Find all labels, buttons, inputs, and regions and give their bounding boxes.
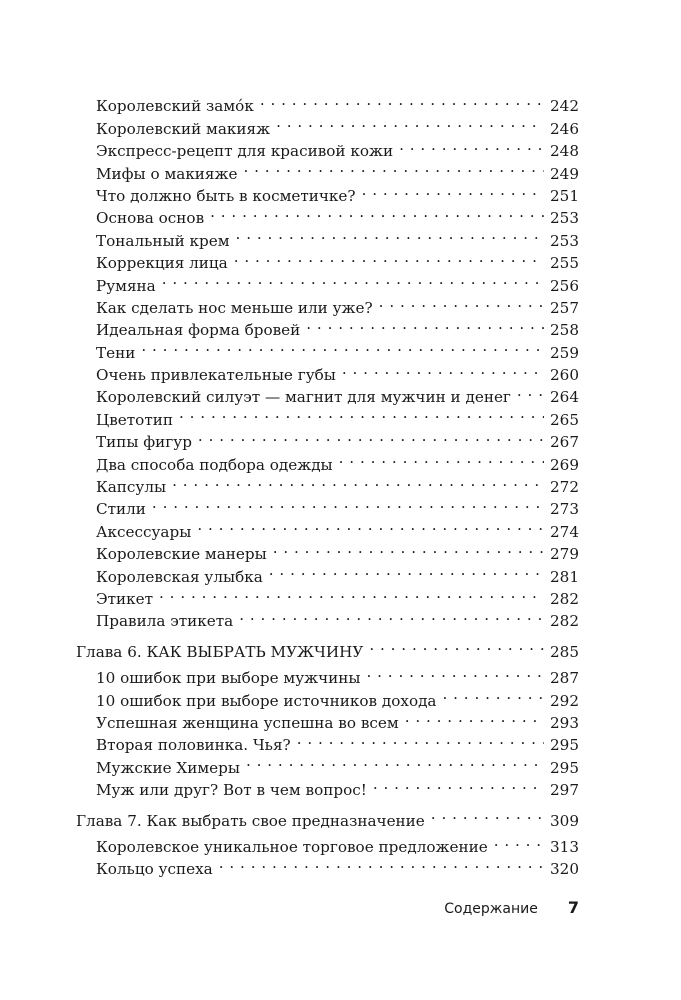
- dot-leader: [243, 156, 544, 178]
- toc-entry-title: Королевское уникальное торговое предложение: [96, 837, 488, 856]
- dot-leader: [234, 246, 544, 268]
- dot-leader: [198, 425, 544, 447]
- dot-leader: [369, 634, 544, 656]
- dot-leader: [306, 313, 544, 335]
- toc-entry-title: Королевский замо́к: [96, 97, 254, 116]
- toc-chapter-page: 309: [550, 811, 579, 830]
- dot-leader: [269, 559, 544, 581]
- dot-leader: [339, 447, 544, 469]
- dot-leader: [172, 470, 544, 492]
- toc-entry-title: Муж или друг? Вот в чем вопрос!: [96, 781, 367, 800]
- toc-entry-page: 248: [550, 142, 579, 161]
- toc-entry-title: Как сделать нос меньше или уже?: [96, 298, 373, 317]
- toc-entry-page: 292: [550, 691, 579, 710]
- toc-entry-title: Мужские Химеры: [96, 758, 240, 777]
- toc-entry-title: Королевский макияж: [96, 119, 271, 138]
- dot-leader: [141, 335, 544, 357]
- toc-entry-title: Что должно быть в косметичке?: [96, 186, 356, 205]
- table-of-contents: [76, 89, 579, 879]
- toc-entry-page: 295: [550, 758, 579, 777]
- toc-entry-page: 253: [550, 231, 579, 250]
- toc-entry-title: Королевская улыбка: [96, 567, 263, 586]
- toc-entry-page: 295: [550, 736, 579, 755]
- dot-leader: [197, 514, 544, 536]
- page-number: 7: [567, 898, 579, 917]
- dot-leader: [162, 268, 544, 290]
- toc-entry: [76, 661, 579, 688]
- toc-entry-page: 258: [550, 321, 579, 340]
- toc-entry-page: 269: [550, 455, 579, 474]
- toc-entry: [76, 358, 579, 385]
- toc-entry-title: 10 ошибок при выборе мужчины: [96, 669, 361, 688]
- toc-entry-page: 259: [550, 343, 579, 362]
- toc-entry-title: Успешная женщина успешна во всем: [96, 713, 399, 732]
- toc-entry-page: 256: [550, 276, 579, 295]
- toc-entry-title: Королевский силуэт — магнит для мужчин и денег: [96, 388, 511, 407]
- toc-entry-title: Кольцо успеха: [96, 860, 213, 879]
- dot-leader: [431, 803, 544, 825]
- dot-leader: [159, 582, 544, 604]
- toc-entry-page: 281: [550, 567, 579, 586]
- toc-entry-title: Два способа подбора одежды: [96, 455, 333, 474]
- toc-entry-title: Основа основ: [96, 209, 205, 228]
- toc-entry-page: 293: [550, 713, 579, 732]
- toc-entry-page: 297: [550, 781, 579, 800]
- toc-entry: [76, 335, 579, 362]
- dot-leader: [210, 201, 544, 223]
- toc-entry-title: Тональный крем: [96, 231, 230, 250]
- dot-leader: [236, 223, 544, 245]
- toc-entry-title: Аксессуары: [96, 522, 192, 541]
- toc-entry-page: 246: [550, 119, 579, 138]
- dot-leader: [246, 750, 544, 772]
- toc-entry-title: Коррекция лица: [96, 254, 228, 273]
- toc-entry-page: 267: [550, 433, 579, 452]
- dot-leader: [342, 358, 544, 380]
- toc-entry-title: Цветотип: [96, 410, 173, 429]
- toc-entry: [76, 89, 579, 116]
- toc-entry-page: 320: [550, 860, 579, 879]
- dot-leader: [260, 89, 544, 111]
- toc-entry-page: 265: [550, 410, 579, 429]
- toc-entry-page: 282: [550, 612, 579, 631]
- toc-entry-title: 10 ошибок при выборе источников дохода: [96, 691, 437, 710]
- toc-entry-title: Правила этикета: [96, 612, 234, 631]
- toc-chapter-7: [76, 803, 579, 830]
- dot-leader: [219, 852, 544, 874]
- toc-entry-title: Этикет: [96, 589, 154, 608]
- toc-entry: [76, 830, 579, 856]
- toc-entry-page: 251: [550, 186, 579, 205]
- toc-entry-title: Тени: [96, 343, 136, 362]
- toc-entry-page: 282: [550, 589, 579, 608]
- toc-entry-page: 260: [550, 366, 579, 385]
- dot-leader: [362, 179, 544, 201]
- dot-leader: [405, 706, 544, 728]
- toc-entry-page: 287: [550, 669, 579, 688]
- toc-entry-title: Очень привлекательные губы: [96, 366, 336, 385]
- toc-entry-page: 255: [550, 254, 579, 273]
- toc-entry: [76, 492, 579, 519]
- toc-entry-page: 264: [550, 388, 579, 407]
- toc-entry-page: 279: [550, 545, 579, 564]
- toc-entry-title: Стили: [96, 500, 146, 519]
- dot-leader: [276, 111, 544, 133]
- toc-entry-page: 257: [550, 298, 579, 317]
- dot-leader: [494, 830, 544, 852]
- dot-leader: [379, 291, 544, 313]
- dot-leader: [399, 134, 544, 156]
- toc-entry-title: Румяна: [96, 276, 156, 295]
- toc-entry-page: 272: [550, 478, 579, 497]
- toc-chapter-6: [76, 634, 579, 661]
- page-footer: [0, 898, 579, 917]
- dot-leader: [443, 683, 545, 705]
- toc-entry-page: 274: [550, 522, 579, 541]
- toc-entry-page: 313: [550, 837, 579, 856]
- toc-entry-title: Королевские манеры: [96, 545, 267, 564]
- toc-entry-page: 249: [550, 164, 579, 183]
- toc-entry-page: 242: [550, 97, 579, 116]
- toc-entry-page: 273: [550, 500, 579, 519]
- dot-leader: [373, 773, 544, 795]
- toc-entry-title: Типы фигур: [96, 433, 192, 452]
- toc-entry-title: Вторая половинка. Чья?: [96, 736, 291, 755]
- toc-entry-page: 253: [550, 209, 579, 228]
- toc-entry-title: Идеальная форма бровей: [96, 321, 301, 340]
- toc-entry-title: Мифы о макияже: [96, 164, 238, 183]
- dot-leader: [179, 402, 544, 424]
- dot-leader: [517, 380, 544, 402]
- dot-leader: [239, 604, 544, 626]
- dot-leader: [152, 492, 544, 514]
- toc-entry-title: Капсулы: [96, 478, 167, 497]
- toc-chapter-title: Глава 6. КАК ВЫБРАТЬ МУЖЧИНУ: [76, 642, 364, 661]
- dot-leader: [367, 661, 545, 683]
- toc-chapter-title: Глава 7. Как выбрать свое предназначение: [76, 811, 425, 830]
- dot-leader: [297, 728, 544, 750]
- running-title: Содержание: [444, 901, 538, 917]
- dot-leader: [273, 537, 544, 559]
- toc-entry-title: Экспресс-рецепт для красивой кожи: [96, 142, 394, 161]
- toc-chapter-page: 285: [550, 642, 579, 661]
